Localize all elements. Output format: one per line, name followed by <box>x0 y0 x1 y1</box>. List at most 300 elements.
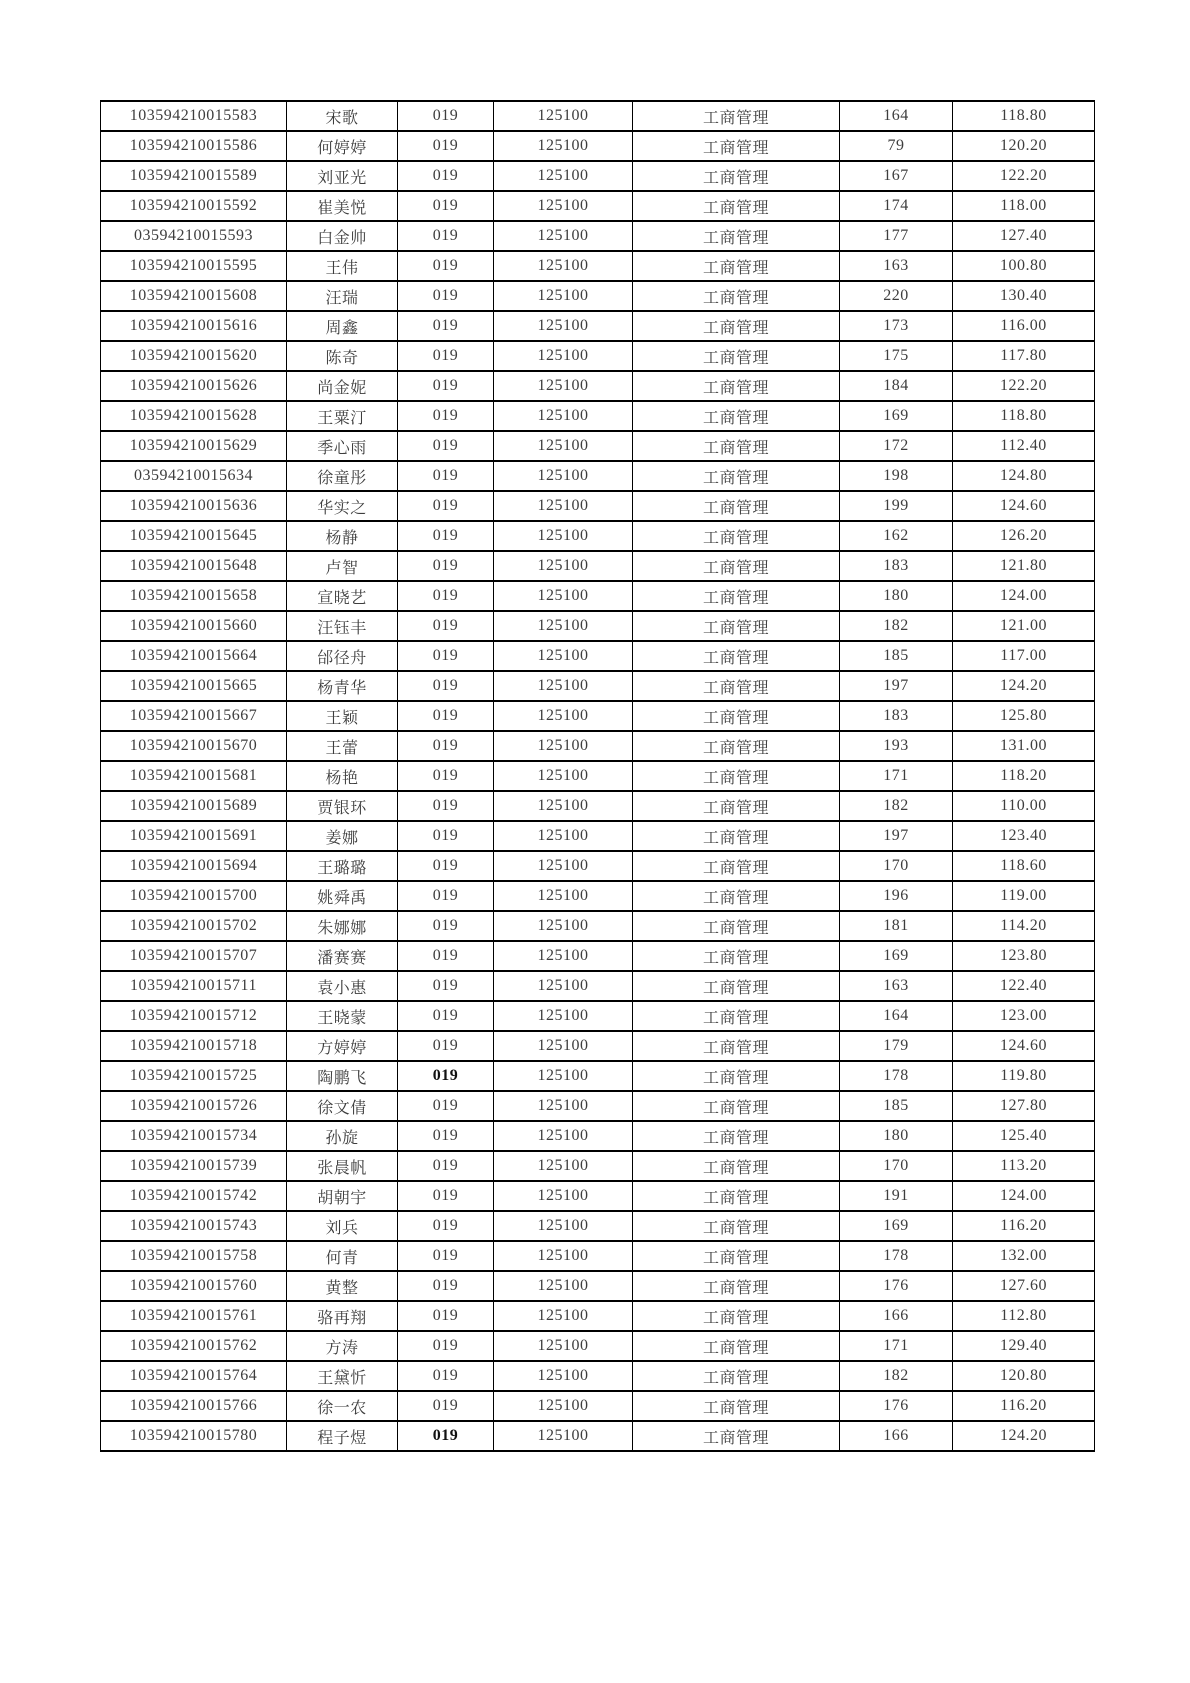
cell-major-name: 工商管理 <box>633 221 840 251</box>
cell-score-2: 123.40 <box>953 821 1095 851</box>
cell-major-name: 工商管理 <box>633 1121 840 1151</box>
cell-score-1: 176 <box>840 1391 953 1421</box>
cell-candidate-name: 王颖 <box>287 701 398 731</box>
table-row <box>101 401 1095 431</box>
cell-score-1: 181 <box>840 911 953 941</box>
cell-college-code: 019 <box>398 1361 494 1391</box>
cell-score-1: 197 <box>840 821 953 851</box>
table-row <box>101 821 1095 851</box>
cell-score-1: 166 <box>840 1301 953 1331</box>
cell-candidate-name: 朱娜娜 <box>287 911 398 941</box>
cell-college-code: 019 <box>398 971 494 1001</box>
cell-score-1: 180 <box>840 581 953 611</box>
cell-major-name: 工商管理 <box>633 401 840 431</box>
cell-college-code: 019 <box>398 761 494 791</box>
cell-candidate-id: 103594210015725 <box>101 1061 287 1091</box>
cell-score-2: 116.20 <box>953 1211 1095 1241</box>
cell-major-name: 工商管理 <box>633 1331 840 1361</box>
cell-major-code: 125100 <box>494 281 633 311</box>
cell-major-name: 工商管理 <box>633 1421 840 1451</box>
cell-candidate-name: 邰径舟 <box>287 641 398 671</box>
cell-score-1: 171 <box>840 761 953 791</box>
cell-candidate-id: 103594210015592 <box>101 191 287 221</box>
cell-candidate-name: 程子煜 <box>287 1421 398 1451</box>
cell-major-code: 125100 <box>494 1241 633 1271</box>
cell-major-code: 125100 <box>494 431 633 461</box>
cell-score-2: 113.20 <box>953 1151 1095 1181</box>
cell-major-code: 125100 <box>494 1001 633 1031</box>
cell-major-name: 工商管理 <box>633 1181 840 1211</box>
cell-college-code: 019 <box>398 911 494 941</box>
cell-major-name: 工商管理 <box>633 551 840 581</box>
cell-score-2: 127.60 <box>953 1271 1095 1301</box>
cell-score-2: 132.00 <box>953 1241 1095 1271</box>
cell-candidate-name: 刘亚光 <box>287 161 398 191</box>
cell-score-1: 178 <box>840 1241 953 1271</box>
cell-college-code: 019 <box>398 821 494 851</box>
table-row <box>101 221 1095 251</box>
cell-college-code: 019 <box>398 881 494 911</box>
cell-candidate-id: 103594210015665 <box>101 671 287 701</box>
cell-major-name: 工商管理 <box>633 911 840 941</box>
cell-major-name: 工商管理 <box>633 821 840 851</box>
cell-score-1: 179 <box>840 1031 953 1061</box>
cell-major-name: 工商管理 <box>633 371 840 401</box>
cell-major-code: 125100 <box>494 1271 633 1301</box>
table-row <box>101 1091 1095 1121</box>
cell-major-name: 工商管理 <box>633 1001 840 1031</box>
cell-score-1: 175 <box>840 341 953 371</box>
cell-candidate-name: 周鑫 <box>287 311 398 341</box>
cell-college-code: 019 <box>398 221 494 251</box>
cell-score-1: 169 <box>840 941 953 971</box>
cell-candidate-id: 103594210015629 <box>101 431 287 461</box>
cell-candidate-id: 103594210015583 <box>101 101 287 131</box>
table-row <box>101 1061 1095 1091</box>
cell-major-code: 125100 <box>494 611 633 641</box>
cell-major-name: 工商管理 <box>633 251 840 281</box>
cell-score-1: 182 <box>840 611 953 641</box>
cell-candidate-id: 103594210015758 <box>101 1241 287 1271</box>
table-row <box>101 1301 1095 1331</box>
cell-score-2: 118.80 <box>953 101 1095 131</box>
cell-major-name: 工商管理 <box>633 701 840 731</box>
cell-candidate-name: 陈奇 <box>287 341 398 371</box>
cell-candidate-id: 103594210015658 <box>101 581 287 611</box>
cell-candidate-id: 103594210015664 <box>101 641 287 671</box>
cell-score-1: 198 <box>840 461 953 491</box>
cell-candidate-id: 103594210015743 <box>101 1211 287 1241</box>
cell-college-code: 019 <box>398 1001 494 1031</box>
cell-major-name: 工商管理 <box>633 941 840 971</box>
table-row <box>101 671 1095 701</box>
cell-major-name: 工商管理 <box>633 761 840 791</box>
cell-score-2: 124.20 <box>953 671 1095 701</box>
cell-score-2: 116.20 <box>953 1391 1095 1421</box>
cell-college-code: 019 <box>398 341 494 371</box>
cell-candidate-name: 张晨帆 <box>287 1151 398 1181</box>
cell-candidate-id: 103594210015681 <box>101 761 287 791</box>
cell-score-1: 172 <box>840 431 953 461</box>
cell-major-code: 125100 <box>494 1301 633 1331</box>
cell-candidate-name: 陶鹏飞 <box>287 1061 398 1091</box>
cell-score-1: 182 <box>840 791 953 821</box>
cell-major-code: 125100 <box>494 1061 633 1091</box>
cell-major-name: 工商管理 <box>633 1361 840 1391</box>
table-row <box>101 1211 1095 1241</box>
cell-score-1: 170 <box>840 851 953 881</box>
table-row <box>101 431 1095 461</box>
cell-candidate-name: 汪钰丰 <box>287 611 398 641</box>
cell-major-code: 125100 <box>494 1121 633 1151</box>
cell-major-name: 工商管理 <box>633 431 840 461</box>
cell-score-2: 118.20 <box>953 761 1095 791</box>
cell-candidate-id: 103594210015694 <box>101 851 287 881</box>
cell-major-code: 125100 <box>494 521 633 551</box>
cell-college-code: 019 <box>398 101 494 131</box>
table-row <box>101 311 1095 341</box>
table-row <box>101 1391 1095 1421</box>
cell-major-name: 工商管理 <box>633 581 840 611</box>
cell-major-name: 工商管理 <box>633 131 840 161</box>
cell-candidate-name: 王伟 <box>287 251 398 281</box>
cell-score-1: 171 <box>840 1331 953 1361</box>
cell-candidate-id: 103594210015589 <box>101 161 287 191</box>
table-row <box>101 911 1095 941</box>
cell-score-2: 131.00 <box>953 731 1095 761</box>
cell-score-2: 126.20 <box>953 521 1095 551</box>
cell-score-1: 79 <box>840 131 953 161</box>
cell-major-code: 125100 <box>494 1421 633 1451</box>
cell-college-code: 019 <box>398 1271 494 1301</box>
cell-major-name: 工商管理 <box>633 881 840 911</box>
cell-score-1: 196 <box>840 881 953 911</box>
cell-candidate-name: 崔美悦 <box>287 191 398 221</box>
cell-score-1: 163 <box>840 251 953 281</box>
table-row <box>101 941 1095 971</box>
table-row <box>101 1031 1095 1061</box>
cell-score-2: 117.80 <box>953 341 1095 371</box>
cell-candidate-id: 103594210015648 <box>101 551 287 581</box>
cell-score-1: 183 <box>840 551 953 581</box>
cell-candidate-id: 103594210015636 <box>101 491 287 521</box>
table-row <box>101 1241 1095 1271</box>
cell-college-code: 019 <box>398 1151 494 1181</box>
cell-score-2: 124.00 <box>953 1181 1095 1211</box>
cell-score-2: 123.80 <box>953 941 1095 971</box>
cell-college-code: 019 <box>398 1121 494 1151</box>
cell-score-2: 130.40 <box>953 281 1095 311</box>
cell-score-2: 125.80 <box>953 701 1095 731</box>
cell-candidate-id: 103594210015586 <box>101 131 287 161</box>
cell-candidate-id: 103594210015712 <box>101 1001 287 1031</box>
cell-college-code: 019 <box>398 1211 494 1241</box>
cell-major-code: 125100 <box>494 251 633 281</box>
cell-college-code: 019 <box>398 941 494 971</box>
cell-score-1: 167 <box>840 161 953 191</box>
cell-candidate-id: 103594210015616 <box>101 311 287 341</box>
cell-score-1: 180 <box>840 1121 953 1151</box>
cell-candidate-name: 王粟汀 <box>287 401 398 431</box>
cell-score-2: 117.00 <box>953 641 1095 671</box>
cell-major-code: 125100 <box>494 1091 633 1121</box>
cell-major-code: 125100 <box>494 911 633 941</box>
cell-candidate-name: 胡朝宇 <box>287 1181 398 1211</box>
cell-college-code: 019 <box>398 641 494 671</box>
cell-major-code: 125100 <box>494 851 633 881</box>
cell-candidate-id: 103594210015711 <box>101 971 287 1001</box>
cell-major-name: 工商管理 <box>633 161 840 191</box>
cell-major-code: 125100 <box>494 881 633 911</box>
cell-major-code: 125100 <box>494 581 633 611</box>
cell-score-2: 122.20 <box>953 371 1095 401</box>
cell-candidate-name: 姚舜禹 <box>287 881 398 911</box>
table-row <box>101 611 1095 641</box>
candidate-score-table-body <box>101 101 1095 1451</box>
cell-score-2: 120.20 <box>953 131 1095 161</box>
cell-candidate-name: 王蕾 <box>287 731 398 761</box>
table-row <box>101 461 1095 491</box>
cell-major-code: 125100 <box>494 1391 633 1421</box>
cell-candidate-id: 03594210015593 <box>101 221 287 251</box>
table-row <box>101 1331 1095 1361</box>
cell-college-code: 019 <box>398 1331 494 1361</box>
cell-candidate-name: 王晓蒙 <box>287 1001 398 1031</box>
cell-major-name: 工商管理 <box>633 791 840 821</box>
table-row <box>101 371 1095 401</box>
cell-candidate-id: 103594210015742 <box>101 1181 287 1211</box>
cell-candidate-id: 103594210015608 <box>101 281 287 311</box>
table-row <box>101 701 1095 731</box>
cell-college-code: 019 <box>398 551 494 581</box>
cell-score-2: 120.80 <box>953 1361 1095 1391</box>
cell-college-code: 019 <box>398 131 494 161</box>
cell-major-code: 125100 <box>494 341 633 371</box>
table-row <box>101 791 1095 821</box>
cell-major-code: 125100 <box>494 1181 633 1211</box>
cell-candidate-name: 孙旋 <box>287 1121 398 1151</box>
cell-candidate-name: 何青 <box>287 1241 398 1271</box>
cell-major-name: 工商管理 <box>633 191 840 221</box>
cell-score-1: 185 <box>840 641 953 671</box>
cell-college-code: 019 <box>398 1091 494 1121</box>
cell-candidate-id: 103594210015780 <box>101 1421 287 1451</box>
table-row <box>101 1421 1095 1451</box>
cell-score-1: 164 <box>840 101 953 131</box>
cell-score-1: 169 <box>840 1211 953 1241</box>
cell-candidate-id: 103594210015707 <box>101 941 287 971</box>
cell-score-1: 183 <box>840 701 953 731</box>
candidate-score-table <box>100 100 1095 1452</box>
cell-candidate-name: 宋歌 <box>287 101 398 131</box>
cell-college-code: 019 <box>398 1391 494 1421</box>
cell-major-code: 125100 <box>494 191 633 221</box>
cell-major-name: 工商管理 <box>633 1271 840 1301</box>
cell-candidate-id: 103594210015595 <box>101 251 287 281</box>
cell-major-name: 工商管理 <box>633 671 840 701</box>
cell-score-2: 124.80 <box>953 461 1095 491</box>
cell-candidate-name: 徐童彤 <box>287 461 398 491</box>
cell-candidate-id: 103594210015762 <box>101 1331 287 1361</box>
table-row <box>101 1121 1095 1151</box>
cell-college-code: 019 <box>398 281 494 311</box>
cell-college-code: 019 <box>398 1301 494 1331</box>
cell-major-name: 工商管理 <box>633 101 840 131</box>
table-row <box>101 1151 1095 1181</box>
cell-score-2: 122.20 <box>953 161 1095 191</box>
cell-candidate-id: 103594210015718 <box>101 1031 287 1061</box>
cell-score-1: 220 <box>840 281 953 311</box>
cell-candidate-name: 卢智 <box>287 551 398 581</box>
cell-college-code: 019 <box>398 731 494 761</box>
cell-major-code: 125100 <box>494 551 633 581</box>
cell-score-1: 170 <box>840 1151 953 1181</box>
table-row <box>101 251 1095 281</box>
cell-score-1: 173 <box>840 311 953 341</box>
table-row <box>101 131 1095 161</box>
cell-college-code: 019 <box>398 371 494 401</box>
cell-college-code: 019 <box>398 1181 494 1211</box>
cell-score-1: 185 <box>840 1091 953 1121</box>
cell-score-2: 112.80 <box>953 1301 1095 1331</box>
cell-score-2: 122.40 <box>953 971 1095 1001</box>
cell-candidate-id: 103594210015761 <box>101 1301 287 1331</box>
cell-candidate-name: 徐文倩 <box>287 1091 398 1121</box>
cell-score-2: 118.80 <box>953 401 1095 431</box>
cell-college-code: 019 <box>398 581 494 611</box>
cell-candidate-name: 骆再翔 <box>287 1301 398 1331</box>
cell-major-code: 125100 <box>494 731 633 761</box>
cell-major-code: 125100 <box>494 1211 633 1241</box>
cell-score-1: 163 <box>840 971 953 1001</box>
cell-score-1: 184 <box>840 371 953 401</box>
cell-college-code: 019 <box>398 161 494 191</box>
cell-major-name: 工商管理 <box>633 521 840 551</box>
cell-score-2: 118.00 <box>953 191 1095 221</box>
cell-major-name: 工商管理 <box>633 341 840 371</box>
table-row <box>101 161 1095 191</box>
cell-major-name: 工商管理 <box>633 971 840 1001</box>
cell-candidate-id: 103594210015670 <box>101 731 287 761</box>
cell-score-2: 127.80 <box>953 1091 1095 1121</box>
cell-major-name: 工商管理 <box>633 461 840 491</box>
cell-college-code: 019 <box>398 191 494 221</box>
cell-candidate-id: 103594210015764 <box>101 1361 287 1391</box>
cell-college-code: 019 <box>398 701 494 731</box>
cell-major-code: 125100 <box>494 401 633 431</box>
cell-major-name: 工商管理 <box>633 1091 840 1121</box>
cell-major-code: 125100 <box>494 311 633 341</box>
cell-candidate-id: 103594210015628 <box>101 401 287 431</box>
cell-score-1: 177 <box>840 221 953 251</box>
cell-score-2: 119.00 <box>953 881 1095 911</box>
cell-major-name: 工商管理 <box>633 611 840 641</box>
cell-major-name: 工商管理 <box>633 311 840 341</box>
cell-score-2: 119.80 <box>953 1061 1095 1091</box>
cell-candidate-id: 103594210015620 <box>101 341 287 371</box>
cell-score-2: 116.00 <box>953 311 1095 341</box>
table-row <box>101 881 1095 911</box>
cell-major-code: 125100 <box>494 371 633 401</box>
cell-score-1: 164 <box>840 1001 953 1031</box>
table-row <box>101 1001 1095 1031</box>
table-row <box>101 851 1095 881</box>
table-row <box>101 491 1095 521</box>
cell-major-code: 125100 <box>494 971 633 1001</box>
cell-candidate-name: 杨艳 <box>287 761 398 791</box>
cell-major-code: 125100 <box>494 1151 633 1181</box>
cell-major-code: 125100 <box>494 461 633 491</box>
cell-score-2: 121.00 <box>953 611 1095 641</box>
cell-candidate-name: 潘赛赛 <box>287 941 398 971</box>
cell-college-code: 019 <box>398 311 494 341</box>
table-row <box>101 551 1095 581</box>
cell-major-name: 工商管理 <box>633 1031 840 1061</box>
cell-major-name: 工商管理 <box>633 491 840 521</box>
cell-candidate-id: 103594210015660 <box>101 611 287 641</box>
cell-major-code: 125100 <box>494 1331 633 1361</box>
table-row <box>101 731 1095 761</box>
table-row <box>101 581 1095 611</box>
cell-score-1: 162 <box>840 521 953 551</box>
cell-candidate-id: 103594210015700 <box>101 881 287 911</box>
cell-major-code: 125100 <box>494 491 633 521</box>
cell-major-code: 125100 <box>494 161 633 191</box>
cell-college-code: 019 <box>398 1031 494 1061</box>
table-row <box>101 341 1095 371</box>
cell-score-1: 199 <box>840 491 953 521</box>
cell-major-name: 工商管理 <box>633 1241 840 1271</box>
cell-candidate-name: 何婷婷 <box>287 131 398 161</box>
cell-major-code: 125100 <box>494 101 633 131</box>
cell-score-1: 193 <box>840 731 953 761</box>
cell-candidate-id: 103594210015702 <box>101 911 287 941</box>
cell-college-code: 019 <box>398 1061 494 1091</box>
cell-score-1: 174 <box>840 191 953 221</box>
cell-score-2: 124.20 <box>953 1421 1095 1451</box>
cell-candidate-name: 宣晓艺 <box>287 581 398 611</box>
cell-major-name: 工商管理 <box>633 1211 840 1241</box>
cell-major-name: 工商管理 <box>633 1151 840 1181</box>
cell-candidate-id: 103594210015739 <box>101 1151 287 1181</box>
cell-major-name: 工商管理 <box>633 1061 840 1091</box>
cell-major-code: 125100 <box>494 1361 633 1391</box>
cell-college-code: 019 <box>398 401 494 431</box>
cell-score-2: 121.80 <box>953 551 1095 581</box>
table-row <box>101 971 1095 1001</box>
cell-score-1: 191 <box>840 1181 953 1211</box>
table-row <box>101 1361 1095 1391</box>
cell-college-code: 019 <box>398 521 494 551</box>
cell-major-name: 工商管理 <box>633 1301 840 1331</box>
cell-major-code: 125100 <box>494 761 633 791</box>
cell-score-2: 123.00 <box>953 1001 1095 1031</box>
cell-score-1: 166 <box>840 1421 953 1451</box>
cell-score-1: 182 <box>840 1361 953 1391</box>
cell-major-code: 125100 <box>494 1031 633 1061</box>
cell-candidate-id: 103594210015760 <box>101 1271 287 1301</box>
cell-candidate-name: 徐一农 <box>287 1391 398 1421</box>
cell-score-2: 100.80 <box>953 251 1095 281</box>
cell-major-code: 125100 <box>494 641 633 671</box>
cell-candidate-id: 103594210015626 <box>101 371 287 401</box>
table-row <box>101 1181 1095 1211</box>
cell-candidate-name: 黄整 <box>287 1271 398 1301</box>
cell-score-2: 124.60 <box>953 491 1095 521</box>
cell-major-name: 工商管理 <box>633 641 840 671</box>
cell-major-code: 125100 <box>494 671 633 701</box>
cell-candidate-id: 103594210015766 <box>101 1391 287 1421</box>
